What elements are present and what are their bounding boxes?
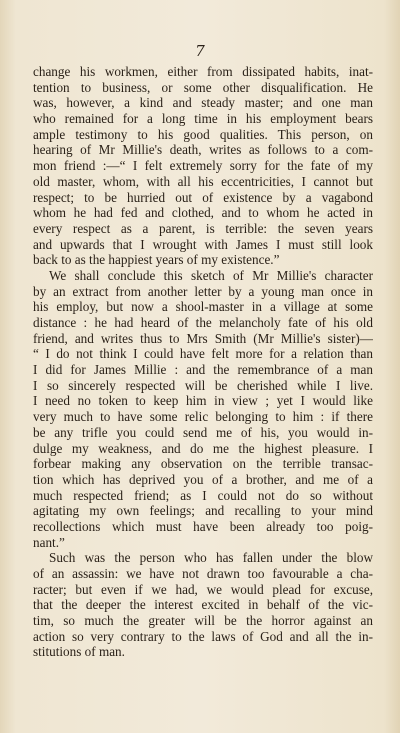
text-line: We shall conclude this sketch of Mr Millie's character [49, 267, 373, 283]
text-line: distance : he had heard of the melancholy fate of his old [33, 315, 373, 330]
text-line: tim, so much the greater will be the horror against an [33, 613, 373, 629]
text-line: his employ, but now a shool-master in a village at some [33, 299, 373, 315]
text-line: ample testimony to his good qualities. This person, on [33, 126, 373, 142]
text-line: of an assassin: we have not drawn too favourable a cha- [33, 566, 373, 581]
text-line: racter; but even if we had, we would plead for excuse, [33, 581, 373, 597]
text-line: who remained for a long time in his employment bears [33, 111, 373, 127]
body-text [33, 64, 373, 660]
text-line: tion which has deprived you of a brother, and me of a [33, 471, 373, 487]
text-line: Such was the person who has fallen under the blow [49, 550, 373, 566]
text-line: very much to have some relic belonging to him : if there [33, 409, 373, 425]
text-line: “ I do not think I could have felt more for a relation than [33, 346, 373, 362]
text-line: agitating my own feelings; and recalling to your mind [33, 503, 373, 519]
text-line: be any trifle you could send me of his, you would in- [33, 424, 373, 440]
text-line: old master, whom, with all his eccentricities, I cannot but [33, 173, 373, 189]
text-line: recollections which must have been already too poig- [33, 518, 373, 534]
text-line: every respect as a parent, is terrible: the seven years [33, 220, 373, 236]
text-line: much respected friend; as I could not do so without [33, 487, 373, 503]
text-line: back to as the happiest years of my existence.” [33, 252, 280, 268]
text-line: I so sincerely respected will be cherished while I live. [33, 377, 373, 393]
text-line: respect; to be hurried out of existence by a vagabond [33, 189, 373, 205]
text-line: dulge my weakness, and do me the highest pleasure. I [33, 440, 373, 456]
text-line: and upwards that I wrought with James I must still look [33, 236, 373, 252]
text-line: I need no token to keep him in view ; yet I would like [33, 393, 373, 409]
text-line: tention to business, or some other disqualification. He [33, 79, 373, 95]
text-line: whom he had fed and clothed, and to whom he acted in [33, 205, 373, 221]
text-line: mon friend :—“ I felt extremely sorry for the fate of my [33, 158, 373, 174]
text-line: was, however, a kind and steady master; and one man [33, 95, 373, 111]
text-line: nant.” [33, 534, 65, 550]
text-line: by an extract from another letter by a young man once in [33, 283, 373, 299]
text-line: that the deeper the interest excited in behalf of the vic- [33, 597, 373, 613]
text-line: I did for James Millie : and the remembrance of a man [33, 362, 373, 378]
page-number: 7 [195, 42, 205, 60]
text-line: hearing of Mr Millie's death, writes as follows to a com- [33, 142, 373, 158]
text-line: change his workmen, either from dissipated habits, inat- [33, 64, 373, 79]
text-line: friend, and writes thus to Mrs Smith (Mr Millie's sister)— [33, 330, 373, 346]
text-line: stitutions of man. [33, 644, 125, 660]
text-line: forbear making any observation on the terrible transac- [33, 456, 373, 472]
text-line: action so very contrary to the laws of God and all the in- [33, 628, 373, 644]
